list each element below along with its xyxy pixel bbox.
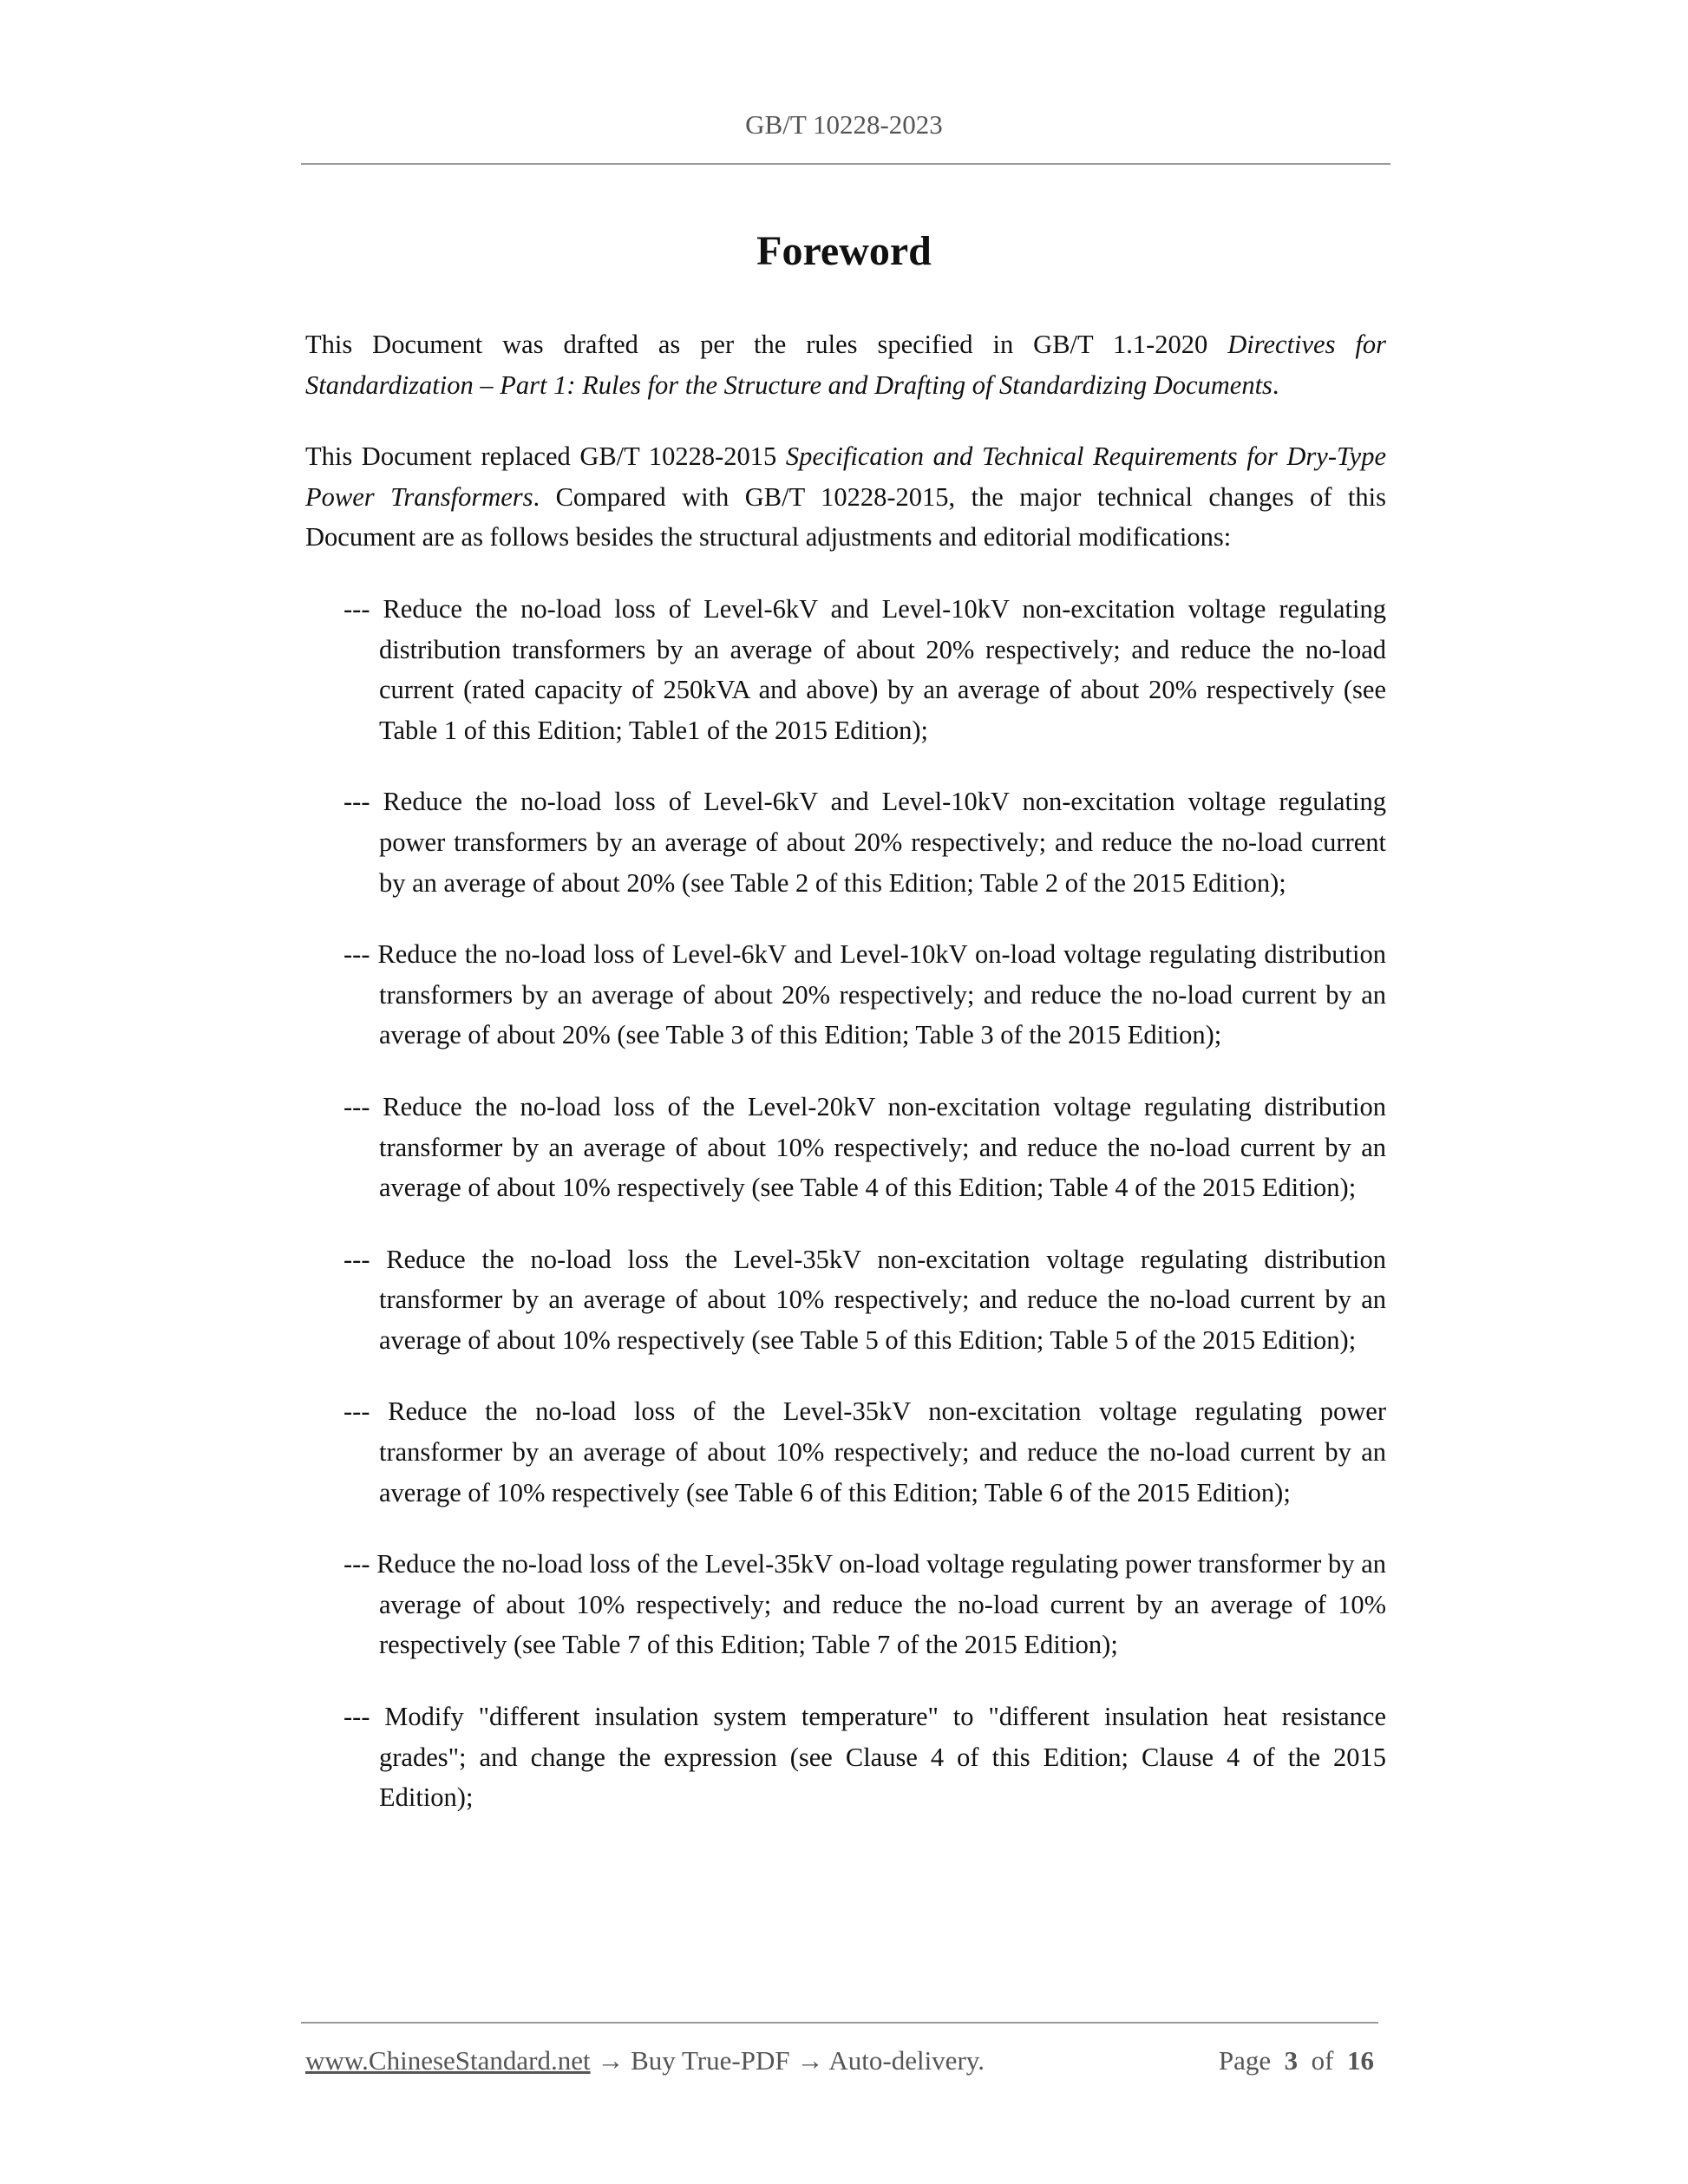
page-label: Page (1218, 2045, 1272, 2076)
header-divider (301, 163, 1390, 165)
website-link[interactable]: www.ChineseStandard.net (305, 2045, 591, 2076)
running-header: GB/T 10228-2023 (745, 109, 943, 140)
list-item: --- Reduce the no-load loss of Level-6kV and Level-10kV non-excitation voltage regulating power transformers by an average of about 20% respectively; and reduce the no-load current by an average of about 20% (see Table 2 of this Edition; Table 2 of the 2015 Edition); (343, 787, 1386, 898)
footer-text: → Buy True-PDF → Auto-delivery. (590, 2045, 985, 2076)
paragraph-text: . (1272, 369, 1279, 400)
page-total: 16 (1347, 2045, 1374, 2076)
list-item: --- Reduce the no-load loss of the Level-20kV non-excitation voltage regulating distribution transformer by an average of about 10% respectively; and reduce the no-load current by an average of about 10% respectively (see Table 4 of this Edition; Table 4 of the 2015 Edition); (343, 1091, 1386, 1203)
list-item: --- Reduce the no-load loss of Level-6kV and Level-10kV non-excitation voltage regulating distribution transformers by an average of about 20% respectively; and reduce the no-load current (rated capacity of 250kVA and above) by an average of about 20% respectively (see Table 1 of this Edition; Table1 of the 2015 Edition); (343, 593, 1386, 745)
list-item: --- Reduce the no-load loss of the Level-35kV non-excitation voltage regulating power transformer by an average of about 10% respectively; and reduce the no-load current by an average of 10% respectively (see Table 6 of this Edition; Table 6 of the 2015 Edition); (343, 1396, 1386, 1507)
paragraph-text: This Document replaced GB/T 10228-2015 (305, 441, 786, 472)
page-current: 3 (1284, 2045, 1299, 2076)
list-item: --- Reduce the no-load loss of Level-6kV and Level-10kV on-load voltage regulating distribution transformers by an average of about 20% respectively; and reduce the no-load current by an average of about 20% (see Table 3 of this Edition; Table 3 of the 2015 Edition); (343, 939, 1386, 1050)
paragraph-replacement (305, 436, 1386, 558)
page-indicator (1219, 2045, 1374, 2076)
paragraph-text: This Document was drafted as per the rules specified in GB/T 1.1-2020 (305, 330, 1228, 359)
cited-title: Specification and Technical Requirements for Dry-Type Power Transformers (305, 441, 1386, 512)
document-body (305, 324, 1386, 1849)
list-item: --- Reduce the no-load loss of the Level-35kV on-load voltage regulating power transformer by an average of about 10% respectively; and reduce the no-load current by an average of 10% respectively (see Table 7 of this Edition; Table 7 of the 2015 Edition); (343, 1549, 1386, 1660)
list-item: --- Reduce the no-load loss the Level-35kV non-excitation voltage regulating distribution transformer by an average of about 10% respectively; and reduce the no-load current by an average of about 10% respectively (see Table 5 of this Edition; Table 5 of the 2015 Edition); (343, 1244, 1386, 1355)
paragraph-text: . Compared with GB/T 10228-2015, the major technical changes of this Document are as follows besides the structural adjustments and editorial modifications: (305, 481, 1386, 553)
footer-divider (301, 2022, 1378, 2024)
paragraph-drafting-rules (305, 324, 1386, 405)
cited-title: Directives for Standardization – Part 1: Rules for the Structure and Drafting of Standardizing Documents (305, 330, 1386, 400)
page-of: of (1311, 2045, 1334, 2076)
footer (305, 2045, 1374, 2076)
page-title: Foreword (756, 228, 932, 274)
list-item: --- Modify "different insulation system temperature" to "different insulation heat resistance grades"; and change the expression (see Clause 4 of this Edition; Clause 4 of the 2015 Edition); (343, 1702, 1386, 1813)
